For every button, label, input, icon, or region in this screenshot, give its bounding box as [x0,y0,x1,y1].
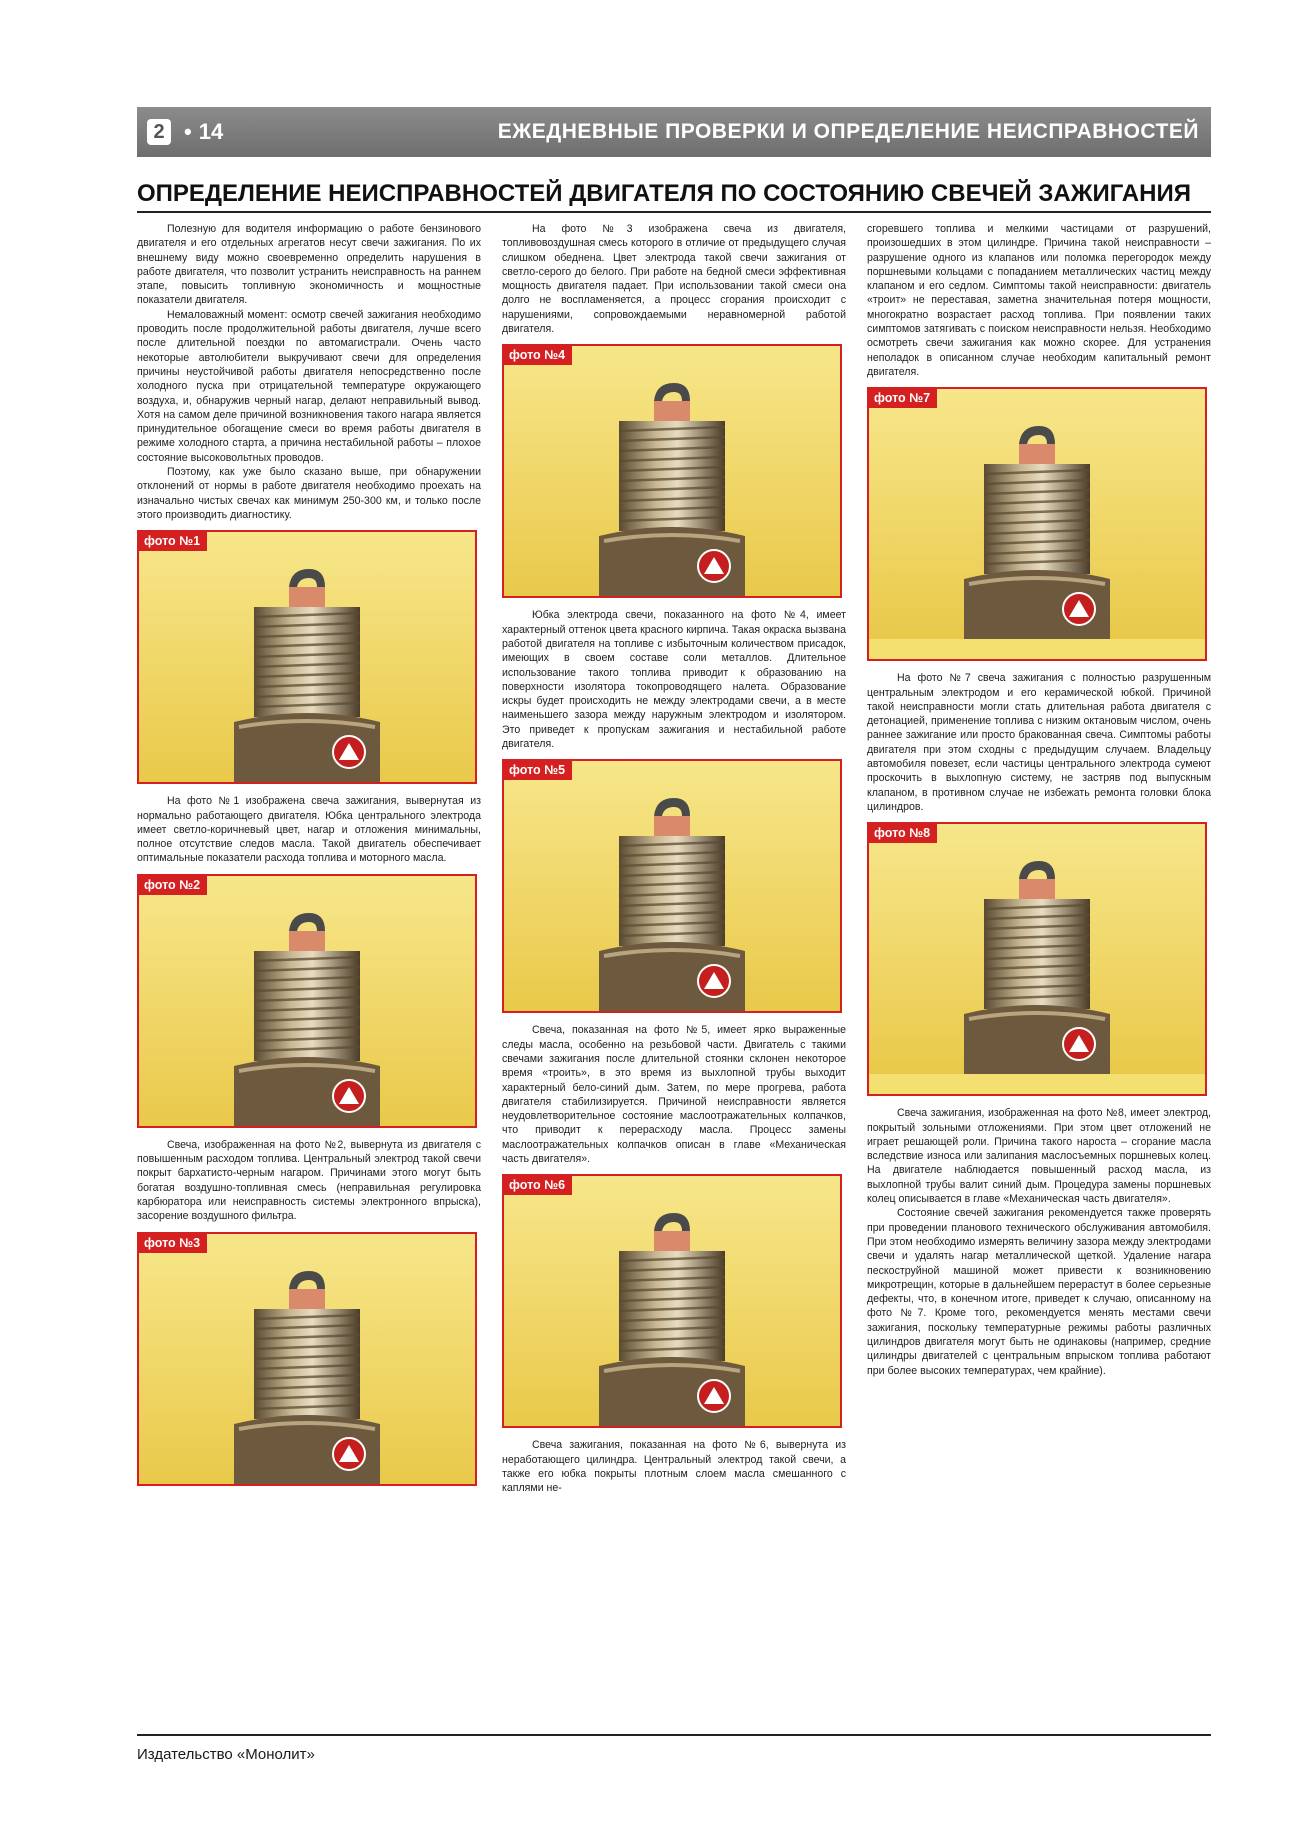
column-2 [502,222,846,1496]
spark-plug-image [139,876,475,1126]
paragraph: Свеча зажигания, показанная на фото №6, вывернута из неработающего цилиндра. Центральный электрод такой свечи, а также его юбка покрыты плотным слоем масла смешанного с каплями не- [502,1439,846,1495]
photo-1 [137,530,477,784]
photo-label: фото №7 [869,389,937,408]
spark-plug-image [504,1176,840,1426]
photo-4 [502,344,842,598]
spark-plug-image [869,389,1205,659]
photo-label: фото №1 [139,532,207,551]
paragraph: Состояние свечей зажигания рекомендуется также проверять при проведении планового технического обслуживания автомобиля. При этом необходимо измерять величину зазора между электродами свечи и удалять нагар металлической щеткой. Удаление нагара пескоструйной машиной может привести к возникновению микротрещин, которые в дальнейшем перерастут в более серьезные дефекты, что, в конечном итоге, приведет к случаю, описанному на фото №7. Кроме того, рекомендуется менять местами свечи зажигания, поскольку температурные режимы работы различных цилиндров двигателя могут быть не одинаковы (например, средние цилиндры двигателей с центральным впрыском топлива работают при более высоких температурах, чем крайние). [867,1207,1211,1377]
paragraph: Полезную для водителя информацию о работе бензинового двигателя и его отдельных агрегатов несут свечи зажигания. По их внешнему виду можно своевременно определить нарушения в работе двигателя, что позволит устранить неисправность на раннем этапе, повысить топливную экономичность и мощностные показатели двигателя. [137,223,481,307]
column-1 [137,222,481,1496]
paragraph: Свеча, изображенная на фото №2, вывернута из двигателя с повышенным расходом топлива. Центральный электрод такой свечи покрыт бархатисто-черным нагаром. Причинами этого могут быть богатая воздушно-топливная смесь (неправильная регулировка карбюратора или неисправность системы электронного впрыска), засорение воздушного фильтра. [137,1138,481,1223]
chapter-number: 2 [147,119,171,145]
footer-rule [137,1734,1211,1736]
paragraph: Юбка электрода свечи, показанного на фото №4, имеет характерный оттенок цвета красного кирпича. Такая окраска вызвана работой двигателя на топливе с избыточным количеством присадок, имеющих в своем составе соли металлов. Длительное использование такого топлива приводит к образованию на поверхности изолятора токопроводящего налета. Образование искры будет происходить не между электродами свечи, а в месте наименьшего зазора между наружным электродом и изолятором. Это приведет к пропускам зажигания и нестабильной работе двигателя. [502,609,846,751]
spark-plug-image [139,1234,475,1484]
photo-2 [137,874,477,1128]
spark-plug-image [869,824,1205,1094]
paragraph: Поэтому, как уже было сказано выше, при обнаружении отклонений от нормы в работе двигателя необходимо проехать на изначально чистых свечах как минимум 250-300 км, и только после этого производить диагностику. [137,466,481,521]
photo-3 [137,1232,477,1486]
title-rule [137,211,1211,213]
spark-plug-image [504,761,840,1011]
separator-dot: • [184,119,192,144]
article-title: ОПРЕДЕЛЕНИЕ НЕИСПРАВНОСТЕЙ ДВИГАТЕЛЯ ПО СОСТОЯНИЮ СВЕЧЕЙ ЗАЖИГАНИЯ [137,180,1191,207]
paragraph: На фото №1 изображена свеча зажигания, вывернутая из нормально работающего двигателя. Юбка центрального электрода имеет светло-коричневый цвет, нагар и отложения минимальны, полное отсутствие следов масла. Такой двигатель обеспечивает оптимальные показатели расхода топлива и моторного масла. [137,795,481,865]
photo-7 [867,387,1207,661]
photo-label: фото №6 [504,1176,572,1195]
paragraph: На фото №7 свеча зажигания с полностью разрушенным центральным электродом и его керамической юбкой. Причиной такой неисправности могли стать длительная работа двигателя с детонацией, применение топлива с низким октановым числом, очень раннее зажигание или просто бракованная свеча. Симптомы работы двигателя при этом сходны с предыдущим случаем. Владельцу автомобиля повезет, если частицы центрального электрода сумеют проскочить в выхлопную систему, не застряв под выпускным клапаном, в противном случае не избежать ремонта головки блока цилиндров. [867,672,1211,813]
publisher-footer: Издательство «Монолит» [137,1746,315,1763]
section-title: ЕЖЕДНЕВНЫЕ ПРОВЕРКИ И ОПРЕДЕЛЕНИЕ НЕИСПРАВНОСТЕЙ [497,120,1199,143]
page-header-bar [137,107,1211,157]
page-number [147,119,223,145]
photo-5 [502,759,842,1013]
page-number-value: 14 [198,119,224,144]
photo-6 [502,1174,842,1428]
spark-plug-image [139,532,475,782]
paragraph: Немаловажный момент: осмотр свечей зажигания необходимо проводить после продолжительной работы двигателя, лучше всего после длительной поездки по автомагистрали. Очень часто некоторые автолюбители выкручивают свечи для определения причины неустойчивой работы двигателя непосредственно после холодного пуска при отрицательной температуре окружающего воздуха, и, обнаружив черный нагар, делают неправильный вывод. Хотя на самом деле причиной возникновения такого нагара является принудительное обогащение смеси во время работы двигателя в режиме холодного старта, а причина нестабильной работы – плохое состояние высоковольтных проводов. [137,308,481,464]
paragraph: Свеча, показанная на фото №5, имеет ярко выраженные следы масла, особенно на резьбовой части. Двигатель с такими свечами зажигания после длительной стоянки склонен некоторое время «троить», в это время из выхлопной трубы выходит характерный бело-синий дым. Затем, по мере прогрева, работа двигателя стабилизируется. Причиной неисправности является неудовлетворительное состояние маслоотражательных колпачков, что приводит к перерасходу масла. Процесс замены маслоотражательных колпачков описан в главе «Механическая часть двигателя». [502,1024,846,1166]
spark-plug-image [504,346,840,596]
paragraph: На фото №3 изображена свеча из двигателя, топливовоздушная смесь которого в отличие от предыдущего случая слишком обеднена. Цвет электрода такой свечи зажигания от светло-серого до белого. При работе на бедной смеси эффективная мощность двигателя падает. При использовании такой смеси она долго не воспламеняется, а процесс сгорания происходит с нарушениями, сопровождаемыми неравномерной работой двигателя. [502,223,846,336]
photo-8 [867,822,1207,1096]
column-3 [867,222,1211,1378]
photo-label: фото №5 [504,761,572,780]
paragraph: Свеча зажигания, изображенная на фото №8, имеет электрод, покрытый зольными отложениями. При этом цвет отложений не играет решающей роли. Причина такого нароста – сгорание масла вследствие износа или залипания маслосъемных поршневых колец. На двигателе наблюдается повышенный расход масла, из выхлопной трубы валит синий дым. Процедура замены поршневых колец описывается в главе «Механическая часть двигателя». [867,1107,1211,1206]
paragraph: сгоревшего топлива и мелкими частицами от разрушений, произошедших в этом цилиндре. Причина такой неисправности – разрушение одного из клапанов или поломка перегородок между поршневыми кольцами с попаданием металлических частиц между клапаном и его седлом. Симптомы такой неисправности: двигатель «троит» не переставая, заметна значительная потеря мощности, многократно возрастает расход топлива. При появлении таких симптомов затягивать с поиском неисправности нельзя. Необходимо осмотреть свечи зажигания как можно скорее. Для устранения неполадок в описанном случае необходим капитальный ремонт двигателя. [867,223,1211,378]
photo-label: фото №4 [504,346,572,365]
photo-label: фото №3 [139,1234,207,1253]
photo-label: фото №2 [139,876,207,895]
photo-label: фото №8 [869,824,937,843]
